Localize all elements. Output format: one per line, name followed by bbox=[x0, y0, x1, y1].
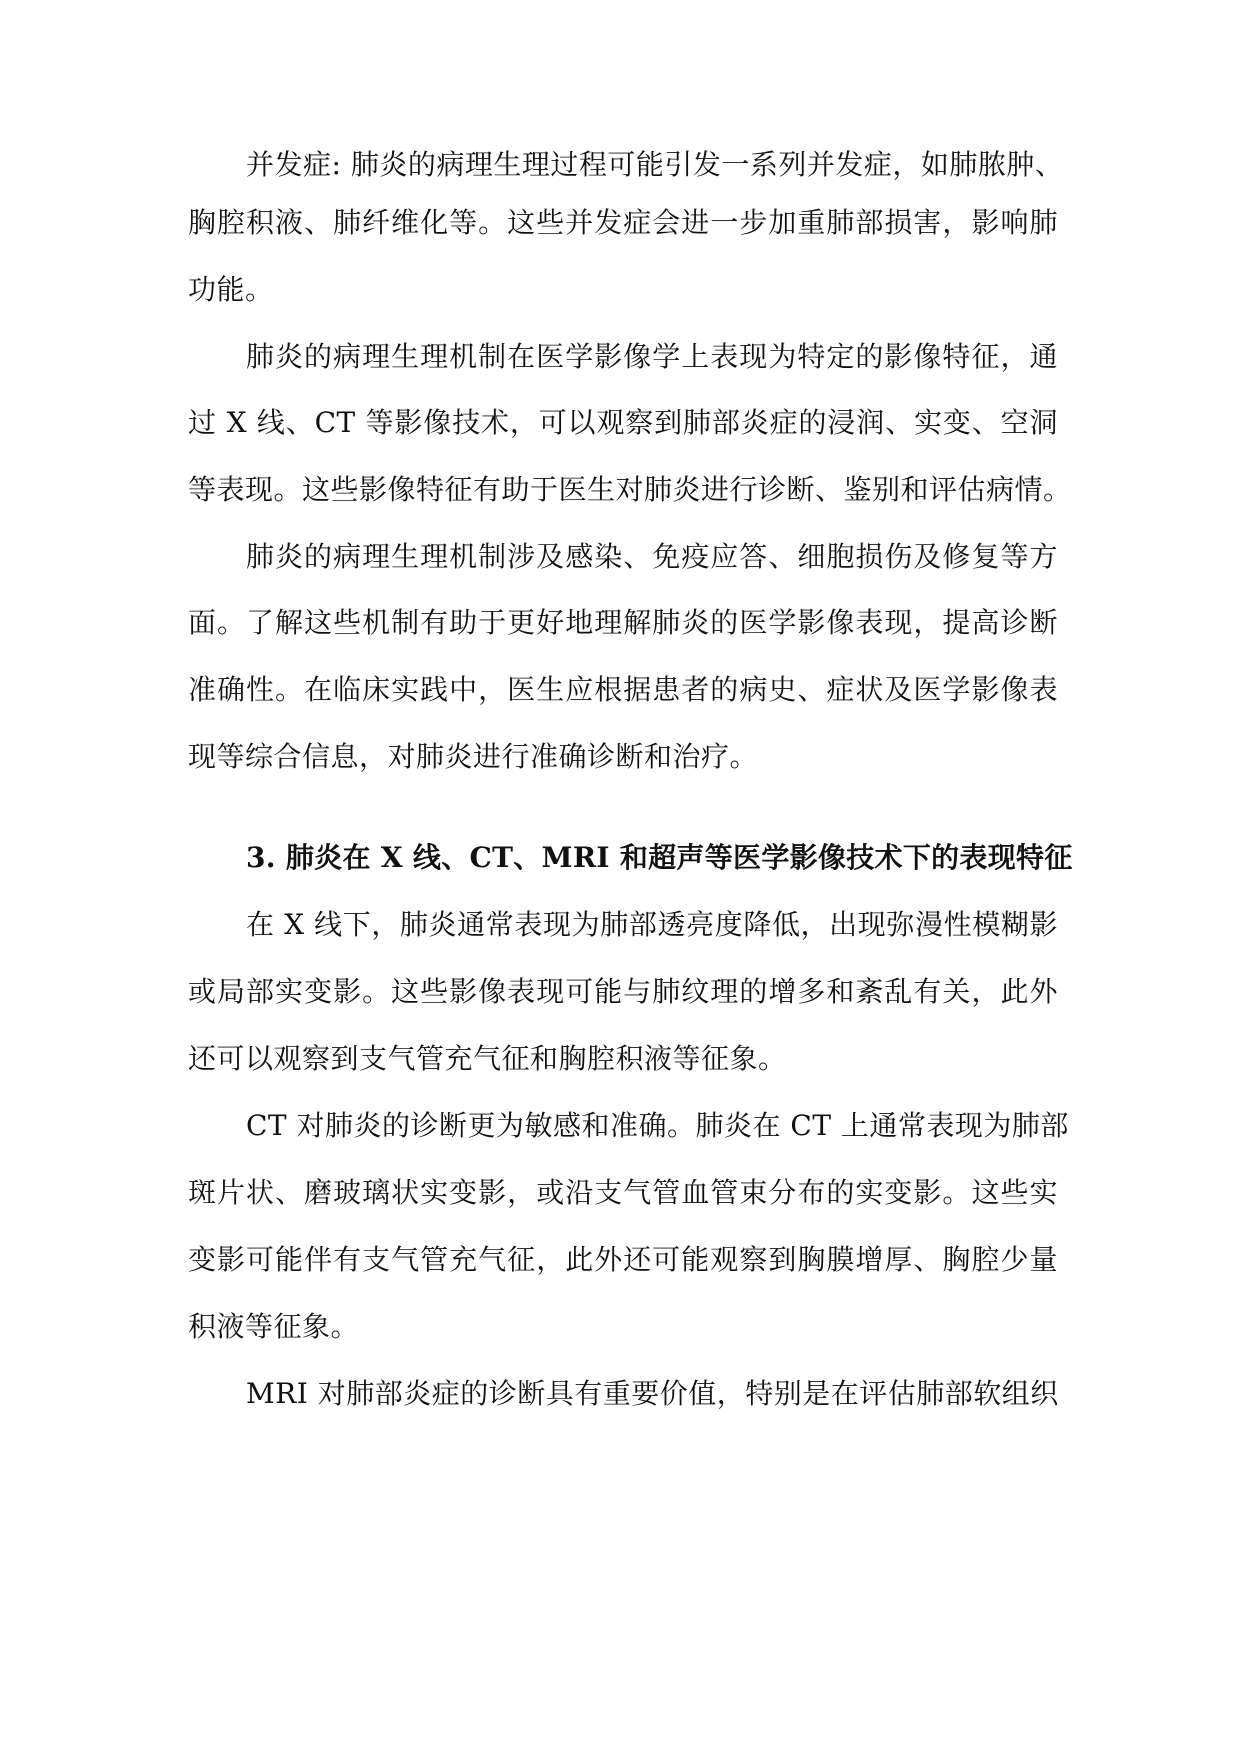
paragraph-6-line-1: CT 对肺炎的诊断更为敏感和准确。肺炎在 CT 上通常表现为肺部 bbox=[246, 1109, 1069, 1142]
paragraph-3-line-4: 现等综合信息，对肺炎进行准确诊断和治疗。 bbox=[188, 740, 759, 773]
paragraph-5-line-1: 在 X 线下，肺炎通常表现为肺部透亮度降低，出现弥漫性模糊影 bbox=[246, 908, 1058, 941]
paragraph-7-line-1: MRI 对肺部炎症的诊断具有重要价值，特别是在评估肺部软组织 bbox=[246, 1377, 1059, 1410]
section-heading: 3. 肺炎在 X 线、CT、MRI 和超声等医学影像技术下的表现特征 bbox=[246, 841, 1073, 874]
paragraph-1-line-1: 并发症: 肺炎的病理生理过程可能引发一系列并发症，如肺脓肿、 bbox=[246, 148, 1064, 181]
paragraph-1-line-2: 胸腔积液、肺纤维化等。这些并发症会进一步加重肺部损害，影响肺 bbox=[188, 206, 1058, 239]
paragraph-3-line-2: 面。了解这些机制有助于更好地理解肺炎的医学影像表现，提高诊断 bbox=[188, 606, 1058, 639]
paragraph-6-line-3: 变影可能伴有支气管充气征，此外还可能观察到胸膜增厚、胸腔少量 bbox=[188, 1243, 1058, 1276]
paragraph-1-line-3: 功能。 bbox=[188, 273, 274, 306]
paragraph-3-line-1: 肺炎的病理生理机制涉及感染、免疫应答、细胞损伤及修复等方 bbox=[246, 540, 1058, 573]
paragraph-6-line-2: 斑片状、磨玻璃状实变影，或沿支气管血管束分布的实变影。这些实 bbox=[188, 1176, 1058, 1209]
paragraph-5-line-2: 或局部实变影。这些影像表现可能与肺纹理的增多和紊乱有关，此外 bbox=[188, 975, 1058, 1008]
paragraph-3-line-3: 准确性。在临床实践中，医生应根据患者的病史、症状及医学影像表 bbox=[188, 673, 1058, 706]
paragraph-5-line-3: 还可以观察到支气管充气征和胸腔积液等征象。 bbox=[188, 1042, 787, 1075]
paragraph-2-line-1: 肺炎的病理生理机制在医学影像学上表现为特定的影像特征，通 bbox=[246, 340, 1058, 373]
paragraph-2-line-3: 等表现。这些影像特征有助于医生对肺炎进行诊断、鉴别和评估病情。 bbox=[188, 473, 1072, 506]
paragraph-6-line-4: 积液等征象。 bbox=[188, 1310, 360, 1343]
paragraph-2-line-2: 过 X 线、CT 等影像技术，可以观察到肺部炎症的浸润、实变、空洞 bbox=[188, 406, 1058, 439]
